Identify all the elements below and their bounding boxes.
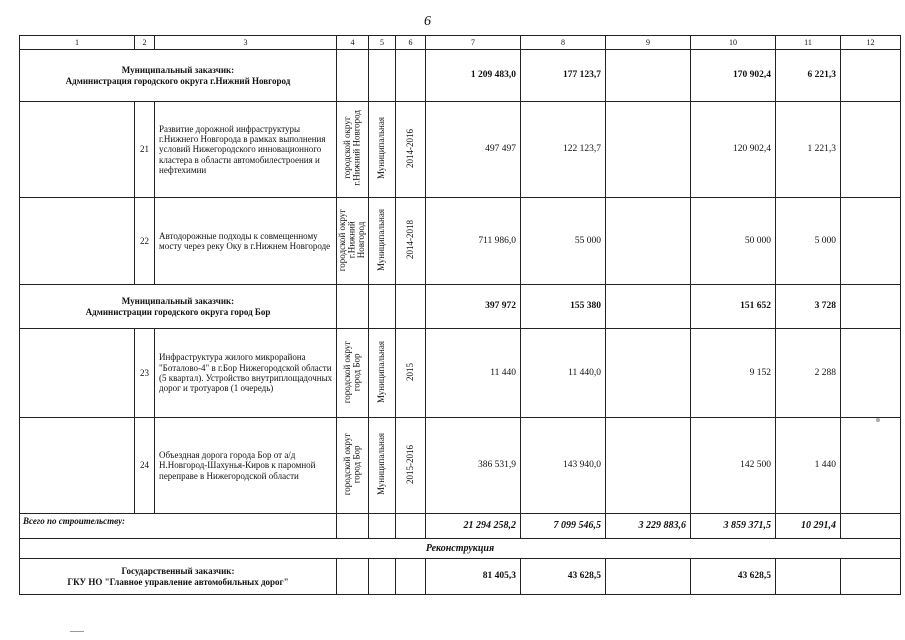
table-row — [20, 329, 901, 418]
cell-c7: 497 497 — [426, 102, 521, 198]
state-customer-cell — [20, 559, 337, 595]
period-cell — [396, 102, 426, 198]
territory-cell — [337, 418, 369, 514]
investment-table — [19, 35, 901, 595]
cell-c12 — [841, 559, 901, 595]
cell-c7: 1 209 483,0 — [426, 50, 521, 102]
cell-c9 — [606, 329, 691, 418]
period-text: 2014-2016 — [404, 128, 415, 168]
cell-c7: 81 405,3 — [426, 559, 521, 595]
scan-speck — [876, 418, 880, 422]
row-number: 22 — [135, 198, 155, 285]
territory-cell — [337, 102, 369, 198]
ownership-cell — [369, 198, 396, 285]
territory-cell — [337, 329, 369, 418]
total-c7: 21 294 258,2 — [426, 514, 521, 539]
customer-row — [20, 50, 901, 102]
col-header: 8 — [521, 36, 606, 50]
cell-c7: 386 531,9 — [426, 418, 521, 514]
customer-name: Администрация городского округа г.Нижний Новгород — [65, 75, 291, 86]
cell-c7: 11 440 — [426, 329, 521, 418]
ownership-cell — [369, 329, 396, 418]
period-text: 2014-2018 — [404, 220, 415, 260]
col-header: 3 — [155, 36, 337, 50]
object-description: Автодорожные подходы к совмещенному мосту через реку Оку в г.Нижнем Новгороде — [155, 198, 337, 285]
total-c8: 7 099 546,5 — [521, 514, 606, 539]
cell-c7: 711 986,0 — [426, 198, 521, 285]
total-c12 — [841, 514, 901, 539]
cell-c8: 55 000 — [521, 198, 606, 285]
cell-c10: 43 628,5 — [691, 559, 776, 595]
cell-c9 — [606, 418, 691, 514]
period-text: 2015 — [404, 362, 415, 381]
cell-c11 — [776, 559, 841, 595]
col-header: 6 — [396, 36, 426, 50]
cell-c12 — [841, 285, 901, 329]
cell-c9 — [606, 102, 691, 198]
cell-c10: 9 152 — [691, 329, 776, 418]
cell-c12 — [841, 102, 901, 198]
customer-name: ГКУ НО "Главное управление автомобильных дорог" — [67, 576, 289, 587]
period-cell — [396, 329, 426, 418]
cell-c9 — [606, 198, 691, 285]
territory-text: городской округ г.Нижний Новгород — [337, 208, 367, 271]
ownership-text: Муниципальная — [376, 433, 387, 496]
column-number-row — [20, 36, 901, 50]
object-description: Инфраструктура жилого микрорайона "Боталово-4" в г.Бор Нижегородской области (5 квартал). Устройство внутриплощадочных дорог и тротуаров (1 очередь) — [155, 329, 337, 418]
cell-c8: 177 123,7 — [521, 50, 606, 102]
total-c9: 3 229 883,6 — [606, 514, 691, 539]
ownership-cell — [369, 418, 396, 514]
cell-c8: 11 440,0 — [521, 329, 606, 418]
cell-c9 — [606, 285, 691, 329]
territory-text: городской округ город Бор — [342, 433, 362, 496]
cell-c8: 43 628,5 — [521, 559, 606, 595]
cell-c9 — [606, 559, 691, 595]
cell-c8: 122 123,7 — [521, 102, 606, 198]
cell-c12 — [841, 50, 901, 102]
cell-c11: 3 728 — [776, 285, 841, 329]
cell-c10: 170 902,4 — [691, 50, 776, 102]
territory-cell — [337, 198, 369, 285]
col-header: 2 — [135, 36, 155, 50]
cell-c11: 2 288 — [776, 329, 841, 418]
table-row — [20, 198, 901, 285]
section-title: Реконструкция — [20, 539, 901, 559]
table-row — [20, 418, 901, 514]
cell-c12 — [841, 329, 901, 418]
cell-c11: 6 221,3 — [776, 50, 841, 102]
total-c11: 10 291,4 — [776, 514, 841, 539]
page-number: 6 — [424, 14, 431, 29]
col-header: 12 — [841, 36, 901, 50]
cell-c9 — [606, 50, 691, 102]
cell-c10: 50 000 — [691, 198, 776, 285]
cell-c11: 1 440 — [776, 418, 841, 514]
customer-name: Администрации городского округа город Бор — [85, 306, 271, 317]
customer-cell — [20, 285, 337, 329]
customer-cell — [20, 50, 337, 102]
ownership-text: Муниципальная — [376, 340, 387, 403]
total-label: Всего по строительству: — [20, 514, 337, 539]
cell-c11: 5 000 — [776, 198, 841, 285]
object-description: Объездная дорога города Бор от а/д Н.Новгород-Шахунья-Киров к паромной переправе в Нижегородской области — [155, 418, 337, 514]
cell-c7: 397 972 — [426, 285, 521, 329]
period-text: 2015-2016 — [404, 444, 415, 484]
cell-c12 — [841, 418, 901, 514]
customer-row — [20, 285, 901, 329]
col-header: 9 — [606, 36, 691, 50]
col-header: 5 — [369, 36, 396, 50]
row-number: 23 — [135, 329, 155, 418]
total-c10: 3 859 371,5 — [691, 514, 776, 539]
col-header: 1 — [20, 36, 135, 50]
customer-type: Муниципальный заказчик: — [121, 65, 235, 76]
total-row — [20, 514, 901, 539]
territory-text: городской округ город Бор — [342, 340, 362, 403]
cell-c10: 142 500 — [691, 418, 776, 514]
customer-type: Государственный заказчик: — [121, 566, 235, 577]
table-row — [20, 102, 901, 198]
scan-speck — [70, 631, 84, 632]
col-header: 7 — [426, 36, 521, 50]
territory-text: городской округ г.Нижний Новгород — [342, 110, 362, 187]
ownership-text: Муниципальная — [376, 208, 387, 271]
period-cell — [396, 198, 426, 285]
cell-c8: 143 940,0 — [521, 418, 606, 514]
col-header: 10 — [691, 36, 776, 50]
row-number: 21 — [135, 102, 155, 198]
ownership-text: Муниципальная — [376, 117, 387, 180]
row-number: 24 — [135, 418, 155, 514]
cell-c10: 120 902,4 — [691, 102, 776, 198]
cell-c12 — [841, 198, 901, 285]
col-header: 4 — [337, 36, 369, 50]
section-row — [20, 539, 901, 559]
ownership-cell — [369, 102, 396, 198]
col-header: 11 — [776, 36, 841, 50]
cell-c10: 151 652 — [691, 285, 776, 329]
period-cell — [396, 418, 426, 514]
object-description: Развитие дорожной инфраструктуры г.Нижнего Новгорода в рамках выполнения условий Нижегородского инновационного кластера в области автомобилестроения и нефтехимии — [155, 102, 337, 198]
customer-type: Муниципальный заказчик: — [121, 296, 235, 307]
cell-c11: 1 221,3 — [776, 102, 841, 198]
cell-c8: 155 380 — [521, 285, 606, 329]
customer-row — [20, 559, 901, 595]
